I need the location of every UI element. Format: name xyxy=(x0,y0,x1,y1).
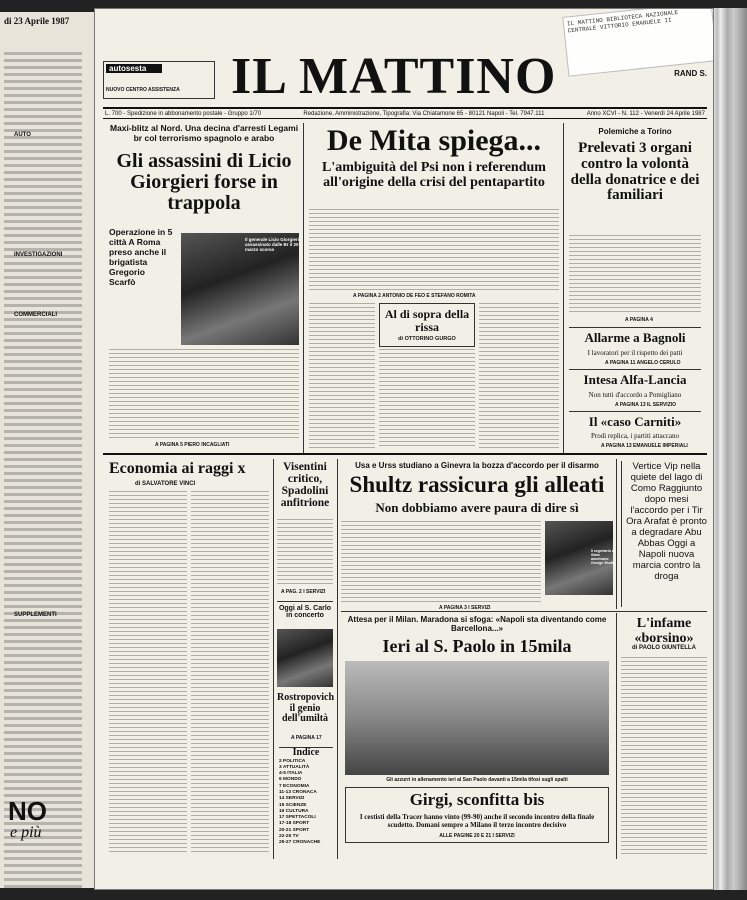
bagnoli-subhead: I lavoratori per il rispetto dei patti xyxy=(587,349,683,357)
rostropovich-headline: Rostropovich il genio dell'umiltà xyxy=(277,692,335,724)
torino-page-ref: A PAGINA 4 xyxy=(625,317,653,323)
index-item: 11-13 CRONACA xyxy=(279,789,317,795)
section-rule xyxy=(277,601,333,602)
sanpaolo-headline: Ieri al S. Paolo in 15mila xyxy=(382,636,572,656)
alfa-headline: Intesa Alfa-Lancia xyxy=(583,372,687,387)
carniti-subhead: Prodi replica, i partiti attaccano xyxy=(590,432,680,440)
info-bar-issue: Anno XCVI - N. 112 - Venerdì 24 Aprile 1987 xyxy=(586,110,705,117)
previous-page-big-text: NO xyxy=(8,796,47,826)
torino-kicker: Polemiche a Torino xyxy=(598,127,672,136)
borsino-body-text xyxy=(621,657,707,855)
column-rule xyxy=(616,459,617,609)
ad-brand: autosesta xyxy=(106,64,162,73)
index-list xyxy=(279,759,333,847)
demita-headline: De Mita spiega... xyxy=(326,124,542,157)
index-item: 22-25 TV xyxy=(279,834,299,840)
bagnoli-page-ref: A PAGINA 11 ANGELO CERULO xyxy=(605,360,681,366)
lead-story xyxy=(109,123,299,214)
info-bar xyxy=(103,107,707,119)
masthead-ad xyxy=(103,61,215,99)
rissa-headline: Al di sopra della rissa xyxy=(384,307,470,334)
demita-subhead: L'ambiguità del Psi non i referendum all'origine della crisi del pentapartito xyxy=(322,160,546,190)
visentini-headline: Visentini critico, Spadolini anfitrione xyxy=(280,461,330,510)
index-title: Indice xyxy=(292,747,320,758)
column-rule xyxy=(616,613,617,859)
section-rule xyxy=(569,369,701,370)
newspaper-front-page xyxy=(94,8,714,890)
index-item: 4-5 ITALIA xyxy=(279,771,303,777)
index-item: 15 SCIENZE xyxy=(279,802,307,808)
masthead-right-tag: RAND S. xyxy=(674,69,707,78)
carniti-page-ref: A PAGINA 13 EMANUELE IMPERIALI xyxy=(601,443,688,449)
bagnoli-headline: Allarme a Bagnoli xyxy=(584,330,686,345)
girgi-headline: Girgi, sconfitta bis xyxy=(409,790,545,809)
alfa-page-ref: A PAGINA 13 IL SERVIZIO xyxy=(615,402,677,408)
sanpaolo-photo xyxy=(345,661,609,775)
sanpaolo-caption: Gli azzurri in allenamento ieri al San Paolo davanti a 15mila tifosi sugli spalti xyxy=(386,777,568,783)
demita-page-ref: A PAGINA 2 ANTONIO DE FEO E STEFANO ROMITA xyxy=(353,293,476,299)
previous-page-text xyxy=(4,52,82,888)
index-item: 17 SPETTACOLI xyxy=(279,815,316,821)
previous-page-date: di 23 Aprile 1987 xyxy=(4,16,70,26)
previous-page-label: SUPPLEMENTI xyxy=(14,612,57,618)
previous-page-strip xyxy=(0,12,100,888)
briefs-box xyxy=(621,461,707,607)
torino-headline: Prelevati 3 organi contro la volontà della donatrice e dei familiari xyxy=(570,140,700,204)
lead-subhead: Operazione in 5 città A Roma preso anche il brigatista Gregorio Scarfò xyxy=(109,227,173,287)
info-bar-price: L. 700 - Spedizione in abbonamento postale - Gruppo 1/70 xyxy=(105,110,262,117)
lead-kicker: Maxi-blitz al Nord. Una decina d'arresti Legami br col terrorismo spagnolo e arabo xyxy=(109,123,299,143)
index-item: 7 ECONOMIA xyxy=(279,783,310,789)
index-item: 25-27 CRONACHE xyxy=(279,840,321,846)
index-box xyxy=(279,747,333,847)
index-item: 17-18 SPORT xyxy=(279,821,310,827)
index-item: 20-21 SPORT xyxy=(279,827,310,833)
index-item: 14 SERVIZI xyxy=(279,796,305,802)
rissa-col-mid xyxy=(379,349,475,449)
rissa-box xyxy=(379,303,475,347)
economia-col-2 xyxy=(191,491,269,855)
shultz-subhead: Non dobbiamo avere paura di dire sì xyxy=(375,500,579,515)
shultz-page-ref: A PAGINA 3 I SERVIZI xyxy=(439,605,491,611)
library-stamp: IL MATTINO BIBLIOTECA NAZIONALE CENTRALE VITTORIO EMANUELE II xyxy=(562,8,714,77)
previous-page-label: COMMERCIALI xyxy=(14,312,57,318)
index-item: 6 MONDO xyxy=(279,777,302,783)
demita-body-text xyxy=(309,209,559,291)
sanpaolo-kicker: Attesa per il Milan. Maradona si sfoga: «Napoli sta diventando come Barcellona...» xyxy=(347,615,607,633)
page-stack-edge xyxy=(714,8,747,890)
section-rule xyxy=(569,411,701,412)
column-rule xyxy=(337,459,338,859)
lead-page-ref: A PAGINA 5 PIERO INCAGLIATI xyxy=(155,442,230,448)
previous-page-label: AUTO xyxy=(14,132,31,138)
lead-body-text xyxy=(109,349,299,441)
lead-photo-caption: Il generale Licio Giorgieri assassinato dalle Br il 20 marzo scorso xyxy=(245,237,300,252)
column-rule xyxy=(563,123,564,453)
lead-headline: Gli assassini di Licio Giorgieri forse in trappola xyxy=(116,150,292,214)
alfa-subhead: Non tutti d'accordo a Pomigliano xyxy=(588,391,682,399)
visentini-body-text xyxy=(277,519,333,585)
section-rule xyxy=(341,611,707,612)
fold-rule xyxy=(103,453,707,455)
girgi-box xyxy=(345,787,609,843)
shultz-headline: Shultz rassicura gli alleati xyxy=(349,472,605,497)
ad-text: NUOVO CENTRO ASSISTENZA xyxy=(106,87,180,93)
girgi-subhead: I cestisti della Tracer hanno vinto (99-90) anche il secondo incontro della finale scudetto. Domani sempre a Milano il terzo incontro decisivo xyxy=(359,812,595,829)
index-item: 16 CULTURA xyxy=(279,808,309,814)
rostropovich-photo xyxy=(277,629,333,687)
section-rule xyxy=(569,327,701,328)
rissa-byline: di OTTORINO GURGO xyxy=(398,336,456,343)
info-bar-address: Redazione, Amministrazione, Tipografia: Via Chiatamone 65 - 80121 Napoli - Tel. 7947.111 xyxy=(303,110,545,117)
rissa-col-right xyxy=(479,303,559,449)
girgi-page-ref: ALLE PAGINE 20 E 21 I SERVIZI xyxy=(439,832,515,839)
previous-page-small-text: e più xyxy=(10,824,42,841)
index-item: 3 ATTUALITÀ xyxy=(279,764,310,770)
briefs-text: Vertice Vip nella quiete del lago di Como Raggiunto dopo mesi l'accordo per i Tir Ora Arafat è pronto a degradare Abu Abbas Oggi a Napoli nuova marcia contro la droga xyxy=(626,461,707,582)
index-item: 2 POLITICA xyxy=(279,758,306,764)
economia-headline: Economia ai raggi x xyxy=(109,460,246,477)
newspaper-title: IL MATTINO xyxy=(231,48,557,105)
visentini-page-ref: A PAG. 2 I SERVIZI xyxy=(281,589,326,595)
economia-byline: di SALVATORE VINCI xyxy=(135,481,196,487)
rostropovich-kicker: Oggi al S. Carlo in concerto xyxy=(278,605,332,619)
torino-body-text xyxy=(569,235,701,315)
carniti-headline: Il «caso Carniti» xyxy=(588,414,682,429)
column-rule xyxy=(303,123,304,453)
rostropovich-page-ref: A PAGINA 17 xyxy=(291,735,322,741)
shultz-body-text xyxy=(341,521,541,603)
column-rule xyxy=(273,459,274,859)
borsino-headline: L'infame «borsino» xyxy=(634,616,694,646)
borsino-byline: di PAOLO GIUNTELLA xyxy=(632,645,696,651)
shultz-photo-caption: Il segretario di Stato americano George Shultz xyxy=(591,549,615,565)
rissa-col-left xyxy=(309,303,375,449)
economia-col-1 xyxy=(109,491,187,855)
shultz-kicker: Usa e Urss studiano a Ginevra la bozza d'accordo per il disarmo xyxy=(355,461,599,470)
previous-page-label: INVESTIGAZIONI xyxy=(14,252,63,258)
